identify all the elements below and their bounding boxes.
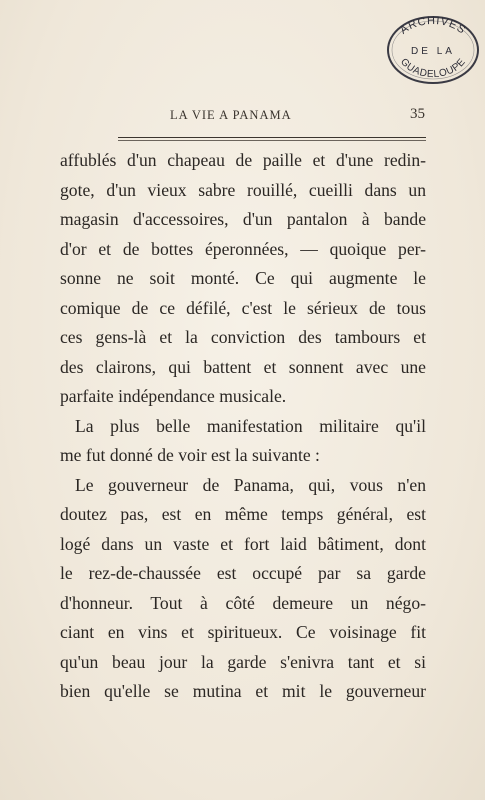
text-line: Le gouverneur de Panama, qui, vous n'en <box>75 474 426 495</box>
stamp-bottom-text: GUADELOUPE <box>398 56 468 81</box>
text-line: affublés d'un chapeau de paille et d'une redin- <box>60 150 426 170</box>
text-line: qu'un beau jour la garde s'enivra tant et si <box>60 651 426 672</box>
text-line: comique de ce défilé, c'est le sérieux de tous <box>60 297 426 318</box>
stamp-arc-text: ARCHIVES <box>397 14 469 37</box>
page-header <box>118 108 425 128</box>
text-line: le rez-de-chaussée est occupé par sa garde <box>60 563 426 583</box>
running-title: LA VIE A PANAMA <box>170 108 292 122</box>
text-line: magasin d'accessoires, d'un pantalon à bande <box>60 209 426 229</box>
text-line: me fut donné de voir est la suivante : <box>60 445 320 465</box>
svg-text:GUADELOUPE <box>398 57 468 81</box>
text-line: ces gens-là et la conviction des tambours et <box>60 327 426 347</box>
text-line: logé dans un vaste et fort laid bâtiment, dont <box>60 533 426 554</box>
text-line: bien qu'elle se mutina et mit le gouverneur <box>60 681 426 701</box>
svg-text:ARCHIVES <box>398 15 468 37</box>
body-text <box>60 146 426 707</box>
header-rule <box>118 137 426 138</box>
header-rule-thin <box>118 140 426 141</box>
text-line: d'or et de bottes éperonnées, — quoique per- <box>60 238 426 259</box>
archives-stamp <box>383 8 483 88</box>
text-line: La plus belle manifestation militaire qu'il <box>75 415 426 436</box>
text-line: sonne ne soit monté. Ce qui augmente le <box>60 268 426 288</box>
stamp-middle-text: DE LA <box>411 46 455 57</box>
text-line: ciant en vins et spiritueux. Ce voisinage fit <box>60 622 426 642</box>
page-number: 35 <box>410 106 425 122</box>
text-line: d'honneur. Tout à côté demeure un négo- <box>60 592 426 613</box>
text-line: gote, d'un vieux sabre rouillé, cueilli dans un <box>60 179 426 200</box>
text-line: parfaite indépendance musicale. <box>60 386 287 406</box>
text-line: doutez pas, est en même temps général, est <box>60 504 426 524</box>
text-line: des clairons, qui battent et sonnent avec une <box>60 356 426 377</box>
